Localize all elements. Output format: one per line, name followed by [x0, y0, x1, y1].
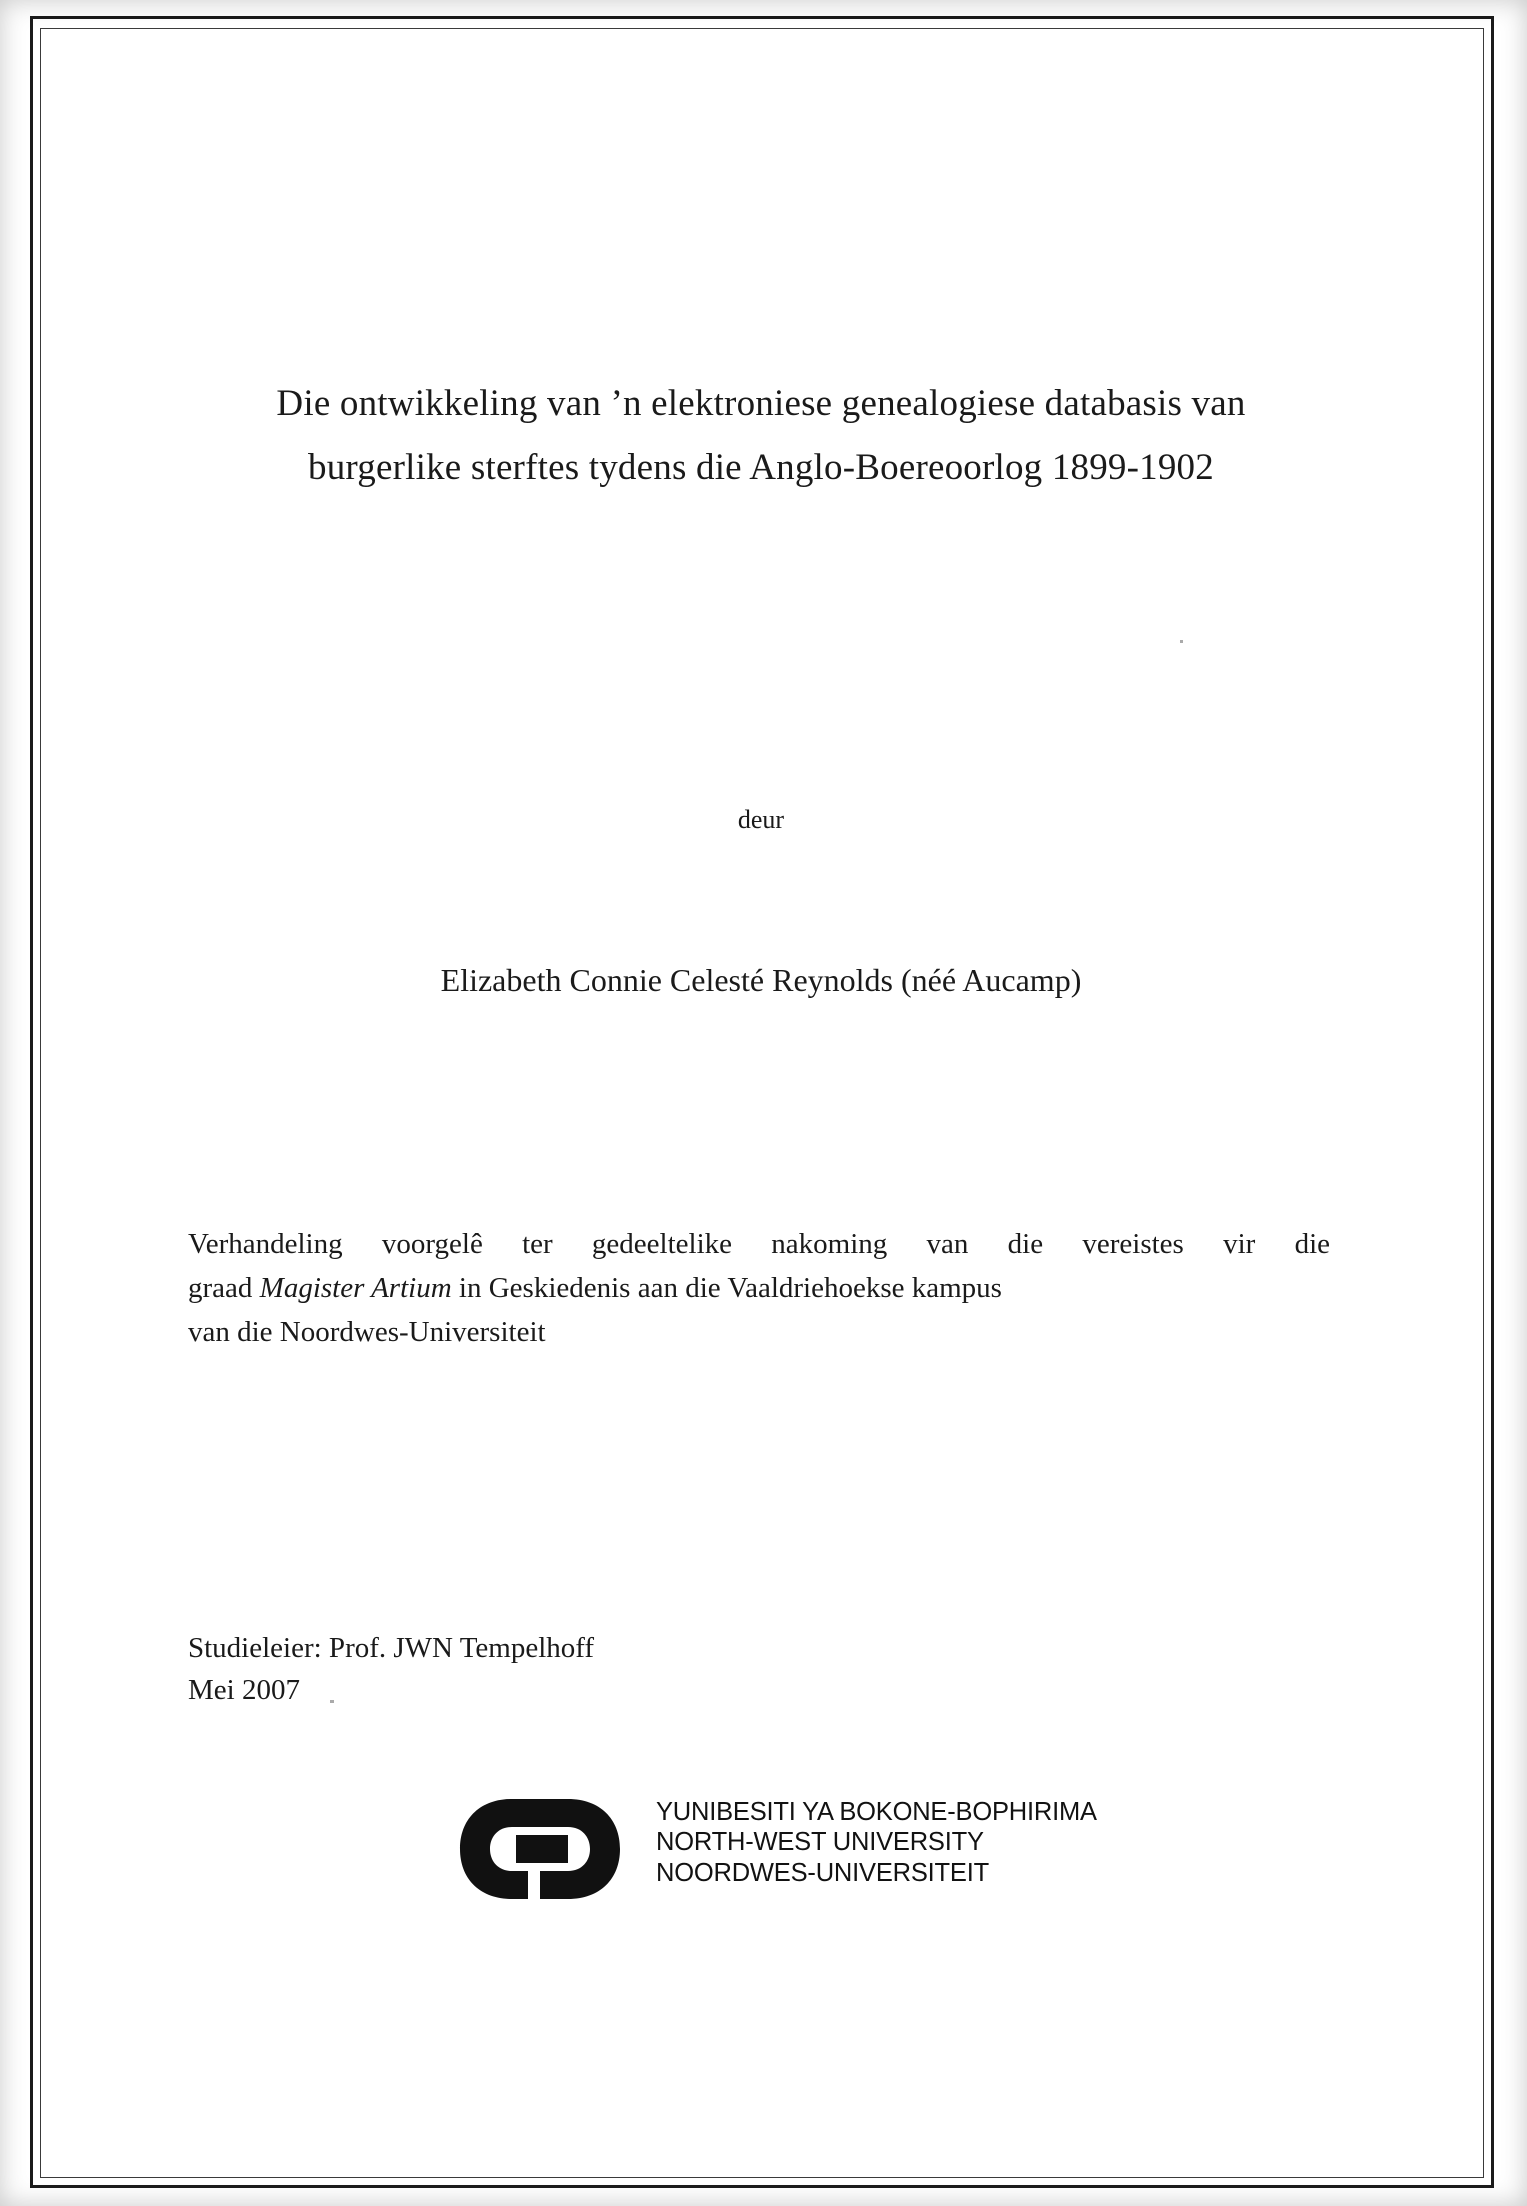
- degree-statement-line-2-pre: graad: [188, 1272, 260, 1305]
- university-logo-text: [656, 1797, 1097, 1888]
- title-page-content: [186, 0, 1336, 2206]
- author-name: Elizabeth Connie Celesté Reynolds (néé Aucamp): [440, 962, 1082, 998]
- nwu-logo-icon: [456, 1795, 652, 1903]
- thesis-title-line-2: burgerlike sterftes tydens die Anglo-Boereoorlog 1899-1902: [308, 446, 1214, 488]
- thesis-title-line-1: Die ontwikkeling van ’n elektroniese genealogiese databasis van: [276, 383, 1246, 424]
- degree-name: Magister Artium: [259, 1272, 452, 1305]
- degree-statement: [188, 1222, 1336, 1354]
- scan-speck: [1180, 640, 1183, 643]
- logo-line-2: NORTH-WEST UNIVERSITY: [656, 1828, 984, 1857]
- by-label: deur: [737, 805, 785, 834]
- scan-speck: [330, 1700, 334, 1703]
- submission-date: Mei 2007: [188, 1674, 300, 1707]
- supervisor-name: Studieleier: Prof. JWN Tempelhoff: [188, 1632, 595, 1664]
- degree-statement-line-3: van die Noordwes-Universiteit: [188, 1316, 546, 1349]
- degree-statement-line-1: Verhandeling voorgelê ter gedeeltelike nakoming van die vereistes vir die: [188, 1228, 1330, 1260]
- logo-line-1: YUNIBESITI YA BOKONE-BOPHIRIMA: [656, 1798, 1097, 1826]
- supervisor-block: [188, 1627, 1088, 1711]
- logo-line-3: NOORDWES-UNIVERSITEIT: [656, 1858, 989, 1887]
- thesis-title: [186, 372, 1336, 499]
- degree-statement-line-2-post: in Geskiedenis aan die Vaaldriehoekse kampus: [451, 1272, 1002, 1305]
- university-logo: [456, 1793, 1156, 1913]
- degree-statement-line-2: [188, 1266, 1336, 1310]
